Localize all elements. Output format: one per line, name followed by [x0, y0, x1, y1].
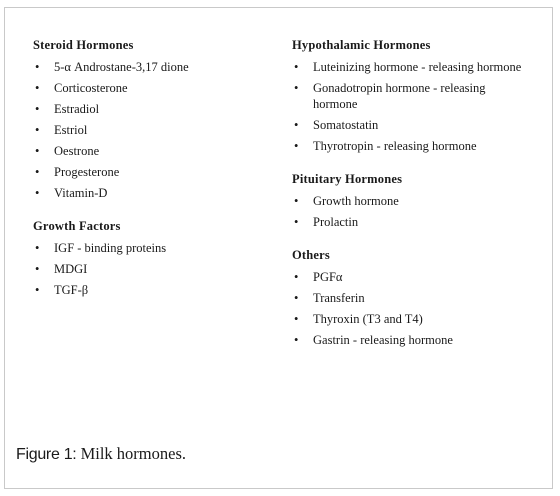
right-column — [292, 38, 532, 366]
figure-caption — [16, 444, 186, 464]
list-item — [33, 122, 273, 138]
list-item — [33, 185, 273, 201]
hormone-list — [292, 193, 532, 230]
caption-label: Figure 1: — [16, 446, 77, 463]
bullet-icon: • — [294, 139, 299, 153]
bullet-icon: • — [35, 186, 40, 200]
bullet-icon: • — [294, 270, 299, 284]
bullet-icon: • — [294, 333, 299, 347]
list-item-text: Corticosterone — [54, 81, 128, 95]
bullet-icon: • — [35, 60, 40, 74]
list-item — [33, 80, 273, 96]
bullet-icon: • — [294, 81, 299, 95]
section-title: Growth Factors — [33, 219, 121, 233]
bullet-icon: • — [35, 165, 40, 179]
list-item-text: Transferin — [313, 291, 365, 305]
hormone-list — [33, 240, 273, 298]
list-item — [292, 117, 532, 133]
list-item-text: Estradiol — [54, 102, 100, 116]
list-item-text: Prolactin — [313, 215, 359, 229]
figure-frame — [4, 7, 553, 489]
list-item-text: Thyrotropin - releasing hormone — [313, 139, 477, 153]
list-item-text: TGF-β — [54, 283, 89, 297]
list-item-text: Gonadotropin hormone - releasing hormone — [313, 81, 486, 111]
hormone-section — [33, 219, 273, 298]
hormone-list — [292, 59, 532, 154]
list-item — [292, 214, 532, 230]
bullet-icon: • — [35, 144, 40, 158]
list-item — [292, 332, 532, 348]
bullet-icon: • — [35, 241, 40, 255]
bullet-icon: • — [35, 262, 40, 276]
list-item — [292, 193, 532, 209]
bullet-icon: • — [294, 291, 299, 305]
list-item — [292, 59, 532, 75]
list-item-text: MDGI — [54, 262, 88, 276]
list-item — [292, 138, 532, 154]
left-column — [33, 38, 273, 316]
list-item-text: Estriol — [54, 123, 88, 137]
list-item — [33, 164, 273, 180]
list-item — [292, 290, 532, 306]
list-item — [292, 311, 532, 327]
list-item — [33, 240, 273, 256]
bullet-icon: • — [35, 283, 40, 297]
list-item-text: 5-α Androstane-3,17 dione — [54, 60, 189, 74]
hormone-list — [292, 269, 532, 348]
list-item — [292, 269, 532, 285]
bullet-icon: • — [35, 102, 40, 116]
section-title: Others — [292, 248, 330, 262]
list-item-text: Gastrin - releasing hormone — [313, 333, 453, 347]
hormone-list — [33, 59, 273, 201]
list-item-text: IGF - binding proteins — [54, 241, 167, 255]
list-item — [292, 80, 532, 112]
list-item-text: Luteinizing hormone - releasing hormone — [313, 60, 522, 74]
section-title: Hypothalamic Hormones — [292, 38, 431, 52]
bullet-icon: • — [294, 60, 299, 74]
section-title: Pituitary Hormones — [292, 172, 403, 186]
list-item — [33, 59, 273, 75]
bullet-icon: • — [35, 123, 40, 137]
bullet-icon: • — [294, 194, 299, 208]
list-item-text: Progesterone — [54, 165, 120, 179]
section-title: Steroid Hormones — [33, 38, 134, 52]
list-item — [33, 282, 273, 298]
list-item-text: Somatostatin — [313, 118, 379, 132]
list-item-text: Vitamin-D — [54, 186, 108, 200]
list-item-text: Oestrone — [54, 144, 100, 158]
hormone-section — [292, 172, 532, 230]
caption-text: Milk hormones. — [76, 444, 186, 463]
list-item-text: Thyroxin (T3 and T4) — [313, 312, 423, 326]
list-item — [33, 143, 273, 159]
bullet-icon: • — [294, 215, 299, 229]
list-item — [33, 101, 273, 117]
bullet-icon: • — [294, 312, 299, 326]
list-item-text: PGFα — [313, 270, 343, 284]
bullet-icon: • — [294, 118, 299, 132]
hormone-section — [292, 248, 532, 348]
hormone-section — [33, 38, 273, 201]
list-item-text: Growth hormone — [313, 194, 399, 208]
list-item — [33, 261, 273, 277]
bullet-icon: • — [35, 81, 40, 95]
hormone-section — [292, 38, 532, 154]
